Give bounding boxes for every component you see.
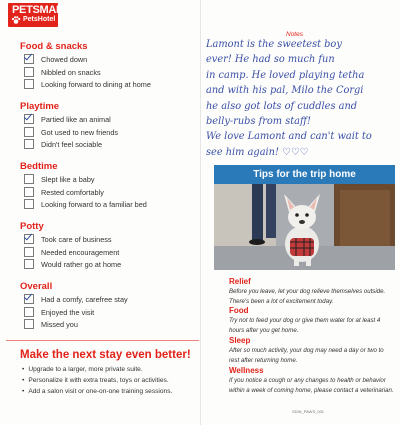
cta-bullet: • Add a salon visit or one-on-one training sessions. bbox=[22, 388, 172, 395]
tip-heading-wellness: Wellness bbox=[229, 366, 264, 375]
tip-heading-relief: Relief bbox=[229, 277, 251, 286]
checkbox[interactable] bbox=[24, 139, 34, 149]
check-item[interactable] bbox=[24, 186, 104, 198]
check-item-label: Got used to new friends bbox=[41, 127, 119, 137]
note-line: see him again! ♡♡♡ bbox=[206, 146, 309, 158]
check-item-label: Missed you bbox=[41, 319, 78, 329]
check-item[interactable] bbox=[24, 306, 94, 318]
section-title-overall: Overall bbox=[20, 281, 53, 292]
petsmart-logo bbox=[8, 3, 71, 27]
note-line: ever! He had so much fun bbox=[206, 54, 335, 66]
check-item-label: Looking forward to a familiar bed bbox=[41, 199, 147, 209]
footer-code: SDIN_PAWS_001 bbox=[292, 409, 325, 414]
checkbox[interactable] bbox=[24, 174, 34, 184]
tip-text-food: Try not to feed your dog or give them water for at least 4 hours after you get home. bbox=[229, 317, 381, 334]
checkbox[interactable] bbox=[24, 247, 34, 257]
tip-text-wellness: If you notice a cough or any changes to health or behavior within a week of coming home, please contact a veterinarian. bbox=[229, 377, 394, 394]
checkbox[interactable] bbox=[24, 67, 34, 77]
check-item[interactable] bbox=[24, 258, 121, 270]
cta-title: Make the next stay even better! bbox=[20, 349, 191, 361]
check-item-label: Didn't feel sociable bbox=[41, 139, 103, 149]
checkbox-checked[interactable] bbox=[24, 294, 34, 304]
check-item-label: Rested comfortably bbox=[41, 187, 104, 197]
logo-brand: PETSMART bbox=[12, 4, 71, 16]
checkbox-checked[interactable] bbox=[24, 234, 34, 244]
tips-banner: Tips for the trip home bbox=[214, 165, 395, 184]
check-item-label: Would rather go at home bbox=[41, 259, 122, 269]
page-fold bbox=[200, 0, 201, 425]
check-item[interactable] bbox=[24, 126, 118, 138]
note-line: he also got lots of cuddles and bbox=[206, 100, 358, 112]
note-line: We love Lamont and can't wait to bbox=[206, 131, 372, 143]
paw-icon bbox=[11, 15, 21, 25]
check-item[interactable] bbox=[24, 66, 101, 78]
check-item-label: Looking forward to dining at home bbox=[41, 79, 151, 89]
checkbox[interactable] bbox=[24, 307, 34, 317]
section-title-food: Food & snacks bbox=[20, 41, 88, 52]
check-item[interactable] bbox=[24, 113, 111, 125]
cta-bullet: • Upgrade to a larger, more private suite. bbox=[22, 366, 143, 373]
tip-heading-sleep: Sleep bbox=[229, 336, 251, 345]
handwritten-note bbox=[206, 37, 400, 160]
dog-photo-illustration bbox=[214, 184, 395, 270]
section-divider bbox=[6, 340, 199, 341]
check-item-label: Chowed down bbox=[41, 54, 88, 64]
check-item[interactable] bbox=[24, 53, 87, 65]
cta-bullet: • Personalize it with extra treats, toys or activities. bbox=[22, 377, 169, 384]
tip-text-sleep: After so much activity, your dog may need a day or two to rest after returning home. bbox=[229, 347, 384, 364]
note-line: Lamont is the sweetest boy bbox=[206, 39, 342, 50]
check-item[interactable] bbox=[24, 198, 147, 210]
check-item-label: Needed encouragement bbox=[41, 247, 120, 257]
dog-photo bbox=[214, 184, 395, 270]
check-item-label: Partied like an animal bbox=[41, 114, 111, 124]
section-title-playtime: Playtime bbox=[20, 101, 60, 112]
note-line: belly-rubs from staff! bbox=[206, 116, 311, 128]
check-item[interactable] bbox=[24, 293, 128, 305]
checkbox[interactable] bbox=[24, 127, 34, 137]
checkbox[interactable] bbox=[24, 187, 34, 197]
check-item[interactable] bbox=[24, 138, 102, 150]
check-item[interactable] bbox=[24, 318, 78, 330]
tip-text-relief: Before you leave, let your dog relieve themselves outside. There's been a lot of excitement today. bbox=[229, 288, 386, 305]
checkbox-checked[interactable] bbox=[24, 54, 34, 64]
check-item[interactable] bbox=[24, 173, 95, 185]
check-item-label: Enjoyed the visit bbox=[41, 307, 95, 317]
checkbox[interactable] bbox=[24, 319, 34, 329]
tip-heading-food: Food bbox=[229, 306, 249, 315]
note-line: in camp. He loved playing tetha bbox=[206, 69, 365, 81]
note-line: and with his pal, Milo the Corgi bbox=[206, 85, 364, 97]
checkbox-checked[interactable] bbox=[24, 114, 34, 124]
notes-label: Notes bbox=[286, 31, 303, 38]
check-item-label: Had a comfy, carefree stay bbox=[41, 294, 128, 304]
logo-sub: PetsHotel bbox=[23, 16, 56, 23]
checkbox[interactable] bbox=[24, 79, 34, 89]
checkbox[interactable] bbox=[24, 259, 34, 269]
check-item[interactable] bbox=[24, 246, 119, 258]
check-item-label: Nibbled on snacks bbox=[41, 67, 101, 77]
checkbox[interactable] bbox=[24, 199, 34, 209]
check-item[interactable] bbox=[24, 233, 112, 245]
check-item-label: Took care of business bbox=[41, 234, 112, 244]
section-title-potty: Potty bbox=[20, 221, 44, 232]
check-item[interactable] bbox=[24, 78, 151, 90]
section-title-bedtime: Bedtime bbox=[20, 161, 58, 172]
check-item-label: Slept like a baby bbox=[41, 174, 95, 184]
